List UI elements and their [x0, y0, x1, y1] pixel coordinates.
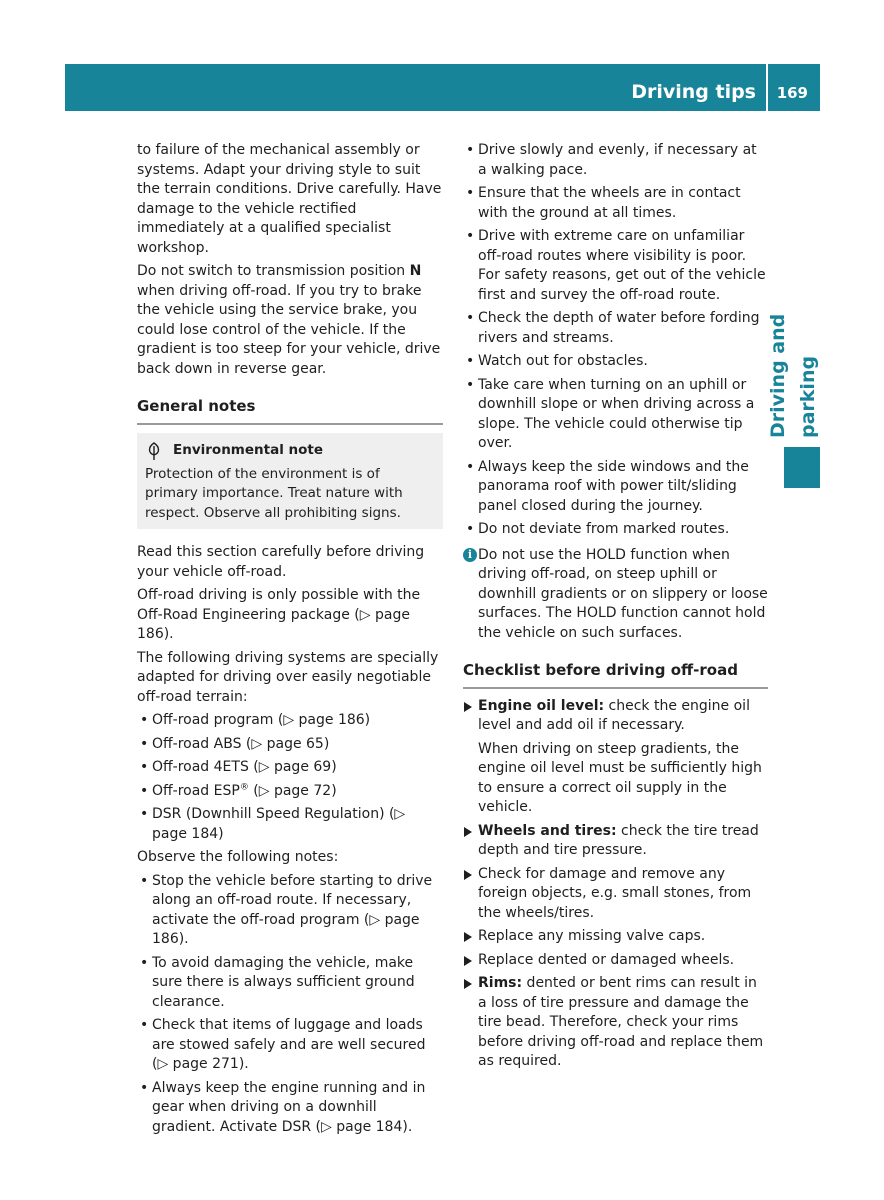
info-icon: i [463, 548, 477, 562]
side-tab-marker [784, 447, 820, 488]
left-column [137, 141, 443, 1141]
checklist-item: Replace any missing valve caps. [463, 927, 768, 947]
checklist-item: Replace dented or damaged wheels. [463, 951, 768, 971]
info-note-text: Do not use the HOLD function when driving off-road, on steep uphill or downhill gradients or on slippery or loose surfaces. The HOLD function cannot hold the vehicle on such surfaces. [478, 546, 768, 641]
section-heading-checklist: Checklist before driving off-road [463, 661, 768, 689]
paragraph: The following driving systems are specially adapted for driving over easily negotiable off-road terrain: [137, 649, 439, 705]
list-item: • Check that items of luggage and loads are stowed safely and are well secured (▷ page 271). [137, 1016, 443, 1075]
page-number: 169 [776, 84, 808, 102]
paragraph: Observe the following notes: [137, 849, 339, 865]
list-item: • Watch out for obstacles. [463, 352, 768, 372]
list-item: • Stop the vehicle before starting to drive along an off-road route. If necessary, activate the off-road program (▷ page 186). [137, 872, 443, 950]
list-item: • Do not deviate from marked routes. [463, 520, 768, 540]
list-item: • Off-road ABS (▷ page 65) [137, 735, 443, 755]
checklist-item-detail: When driving on steep gradients, the engine oil level must be sufficiently high to ensure a correct oil supply in the vehicle. [478, 740, 762, 815]
right-column [463, 141, 768, 1076]
list-item: • Off-road 4ETS (▷ page 69) [137, 758, 443, 778]
list-item: • Off-road ESP® (▷ page 72) [137, 782, 443, 802]
chapter-title: Driving tips [631, 81, 756, 103]
header-divider [766, 64, 768, 111]
list-item: • Ensure that the wheels are in contact with the ground at all times. [463, 184, 768, 223]
off-road-tips-list [463, 141, 768, 540]
page-header [65, 64, 820, 111]
checklist [463, 697, 768, 1072]
paragraph: to failure of the mechanical assembly or systems. Adapt your driving style to suit the terrain conditions. Drive carefully. Have damage to the vehicle rectified immediately at a qualified specialist workshop. [137, 142, 442, 256]
list-item: • Take care when turning on an uphill or downhill slope or when driving across a slope. The vehicle could otherwise tip over. [463, 376, 768, 454]
paragraph: Do not switch to transmission position N when driving off-road. If you try to brake the vehicle using the service brake, you could lose control of the vehicle. If the gradient is too steep for your vehicle, drive back down in reverse gear. [137, 263, 441, 377]
list-item: • Always keep the side windows and the panorama roof with power tilt/sliding panel closed during the journey. [463, 458, 768, 517]
leaf-icon [145, 441, 163, 461]
environmental-note-header [145, 441, 435, 461]
checklist-item: Engine oil level: check the engine oil level and add oil if necessary. When driving on steep gradients, the engine oil level must be sufficiently high to ensure a correct oil supply in the vehicle. [463, 697, 768, 818]
list-item: • Check the depth of water before fording rivers and streams. [463, 309, 768, 348]
info-note [463, 546, 768, 644]
paragraph: Read this section carefully before driving your vehicle off-road. [137, 544, 425, 580]
environmental-note-title: Environmental note [173, 441, 324, 458]
list-item: • To avoid damaging the vehicle, make sure there is always sufficient ground clearance. [137, 954, 443, 1013]
checklist-item: Rims: dented or bent rims can result in a loss of tire pressure and damage the tire bead. Therefore, check your rims before driving off-road and replace them as required. [463, 974, 768, 1072]
list-item: • Drive with extreme care on unfamiliar off-road routes where visibility is poor. For safety reasons, get out of the vehicle first and survey the off-road route. [463, 227, 768, 305]
environmental-note-box [137, 433, 443, 530]
paragraph: Off-road driving is only possible with the Off-Road Engineering package (▷ page 186). [137, 587, 421, 642]
notes-list [137, 872, 443, 1138]
list-item: • Drive slowly and evenly, if necessary at a walking pace. [463, 141, 768, 180]
side-tab-label: Driving and parking [767, 313, 819, 438]
driving-systems-list [137, 711, 443, 844]
list-item: • Off-road program (▷ page 186) [137, 711, 443, 731]
list-item: • Always keep the engine running and in gear when driving on a downhill gradient. Activate DSR (▷ page 184). [137, 1079, 443, 1138]
list-item: • DSR (Downhill Speed Regulation) (▷ page 184) [137, 805, 443, 844]
environmental-note-text: Protection of the environment is of primary importance. Treat nature with respect. Observe all prohibiting signs. [145, 465, 403, 521]
section-heading-general-notes: General notes [137, 397, 443, 425]
checklist-item: Wheels and tires: check the tire tread depth and tire pressure. [463, 822, 768, 861]
checklist-item: Check for damage and remove any foreign objects, e.g. small stones, from the wheels/tires. [463, 865, 768, 924]
